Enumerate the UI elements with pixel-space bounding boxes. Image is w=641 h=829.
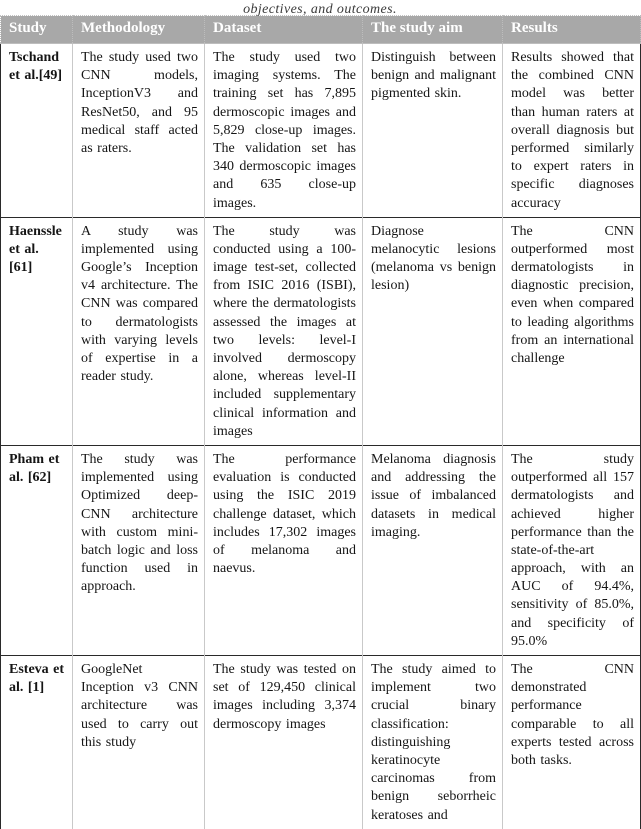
study-cell: Haenssle et al. [61] bbox=[1, 217, 73, 445]
column-header-methodology: Methodology bbox=[73, 16, 205, 44]
results-cell: Results showed that the combined CNN model was better than human raters at overall diagnosis but performed similarly to expert raters in specific diagnoses accuracy bbox=[503, 44, 641, 218]
column-header-results: Results bbox=[503, 16, 641, 44]
results-cell: The study outperformed all 157 dermatologists and achieved higher performance than the state-of-the-art approach, with an AUC of 94.4%, sensitivity of 85.0%, and specificity of 95.0% bbox=[503, 445, 641, 655]
dataset-cell: The study used two imaging systems. The training set has 7,895 dermoscopic images and 5,829 close-up images. The validation set has 340 dermoscopic images and 635 close-up images. bbox=[205, 44, 363, 218]
study-cell: Tschand et al.[49] bbox=[1, 44, 73, 218]
table-row bbox=[1, 44, 641, 218]
table-row bbox=[1, 445, 641, 655]
table-row bbox=[1, 217, 641, 445]
study-aim-cell: Distinguish between benign and malignant pigmented skin. bbox=[363, 44, 503, 218]
results-cell: The CNN outperformed most dermatologists in diagnostic precision, even when compared to leading algorithms from an international challenge bbox=[503, 217, 641, 445]
dataset-cell: The study was conducted using a 100-image test-set, collected from ISIC 2016 (ISBI), where the dermatologists assessed the images at two levels: level-I involved dermoscopy alone, whereas level-II included supplementary clinical information and images bbox=[205, 217, 363, 445]
table-header-row bbox=[1, 16, 641, 44]
methodology-cell: GoogleNet Inception v3 CNN architecture was used to carry out this study bbox=[73, 656, 205, 829]
table-caption-clipped bbox=[0, 0, 640, 17]
column-header-study-aim: The study aim bbox=[363, 16, 503, 44]
study-cell: Pham et al. [62] bbox=[1, 445, 73, 655]
column-header-study: Study bbox=[1, 16, 73, 44]
table-row bbox=[1, 656, 641, 829]
column-header-dataset: Dataset bbox=[205, 16, 363, 44]
methodology-cell: A study was implemented using Google’s Inception v4 architecture. The CNN was compared to dermatologists with varying levels of expertise in a reader study. bbox=[73, 217, 205, 445]
table-caption-fragment: objectives, and outcomes. bbox=[243, 2, 397, 17]
dataset-cell: The performance evaluation is conducted using the ISIC 2019 challenge dataset, which includes 17,302 images of melanoma and naevus. bbox=[205, 445, 363, 655]
dataset-cell: The study was tested on set of 129,450 clinical images including 3,374 dermoscopy images bbox=[205, 656, 363, 829]
methodology-cell: The study was implemented using Optimized deep-CNN architecture with custom mini-batch logic and loss function used in approach. bbox=[73, 445, 205, 655]
study-aim-cell: Diagnose melanocytic lesions (melanoma vs benign lesion) bbox=[363, 217, 503, 445]
results-cell: The CNN demonstrated performance comparable to all experts tested across both tasks. bbox=[503, 656, 641, 829]
study-aim-cell: The study aimed to implement two crucial binary classification: distinguishing keratinocyte carcinomas from benign seborrheic keratoses and bbox=[363, 656, 503, 829]
studies-comparison-table bbox=[0, 15, 641, 829]
study-cell: Esteva et al. [1] bbox=[1, 656, 73, 829]
methodology-cell: The study used two CNN models, InceptionV3 and ResNet50, and 95 medical staff acted as raters. bbox=[73, 44, 205, 218]
study-aim-cell: Melanoma diagnosis and addressing the issue of imbalanced datasets in medical imaging. bbox=[363, 445, 503, 655]
